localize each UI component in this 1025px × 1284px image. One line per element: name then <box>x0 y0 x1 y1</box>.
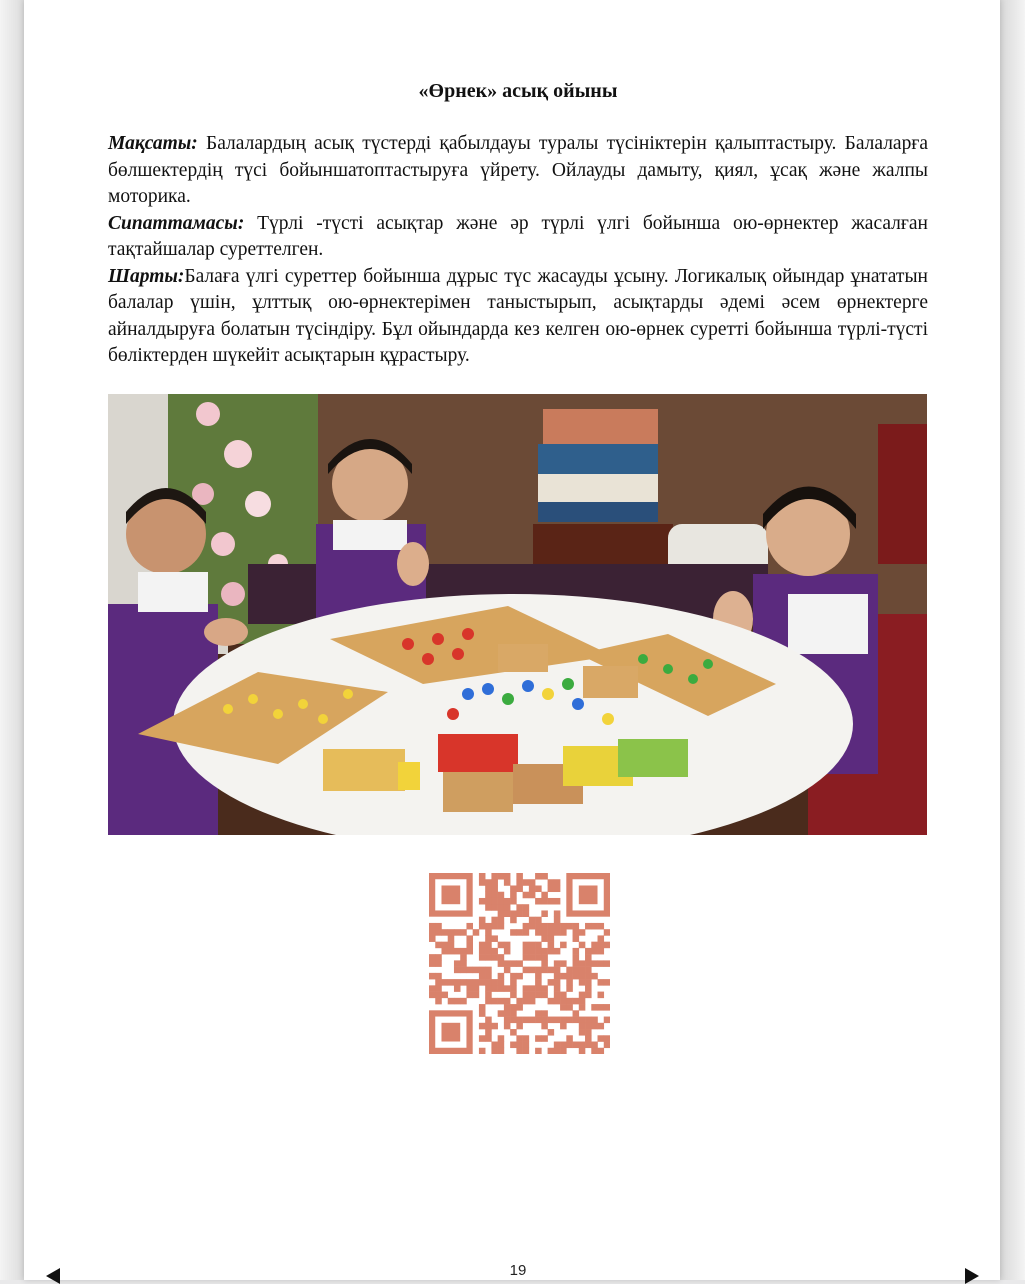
paragraph-description <box>108 211 928 264</box>
paragraph-goal <box>108 131 928 211</box>
game-photo <box>108 394 927 835</box>
body-text <box>108 131 928 370</box>
triangle-left-icon[interactable] <box>46 1268 60 1284</box>
description-text: Түрлі -түсті асықтар және әр түрлі үлгі бойынша ою-өрнектер жасалған тақтайшалар суреттелген. <box>108 212 928 260</box>
triangle-right-icon[interactable] <box>965 1268 979 1284</box>
document-page <box>24 0 1000 1280</box>
description-label: Сипаттамасы: <box>108 212 245 234</box>
qr-code-image <box>429 873 610 1054</box>
goal-label: Мақсаты: <box>108 133 198 154</box>
goal-text: Балалардың асық түстерді қабылдауы туралы түсініктерін қалыптастыру. Балаларға бөлшектердің түсі бойыншатоптастыруға үйрету. Ойлауды дамыту, қиял, ұсақ және жалпы моторика. <box>108 133 928 207</box>
qr-code[interactable] <box>429 873 610 1054</box>
game-photo-illustration <box>108 394 927 835</box>
rules-text: Балаға үлгі суреттер бойынша дұрыс түс жасауды ұсыну. Логикалық ойындар ұнататын балалар үшін, ұлттық ою-өрнектерімен таныстырып, асықтарды әдемі әсем өрнектерге айналдыруға болатын түсіндіру. Бұл ойындарда кез келген ою-өрнек суретті бойынша түрлі-түсті бөліктерден шүкейіт асықтарын құрастыру. <box>108 265 928 366</box>
paragraph-rules <box>108 264 928 370</box>
rules-label: Шарты: <box>108 265 185 287</box>
page-title: «Өрнек» асық ойыны <box>418 80 618 102</box>
viewer-left-margin <box>0 0 24 1280</box>
page-number: 19 <box>509 1262 527 1279</box>
viewer-right-margin <box>1000 0 1025 1280</box>
blanket-stack <box>533 409 673 584</box>
